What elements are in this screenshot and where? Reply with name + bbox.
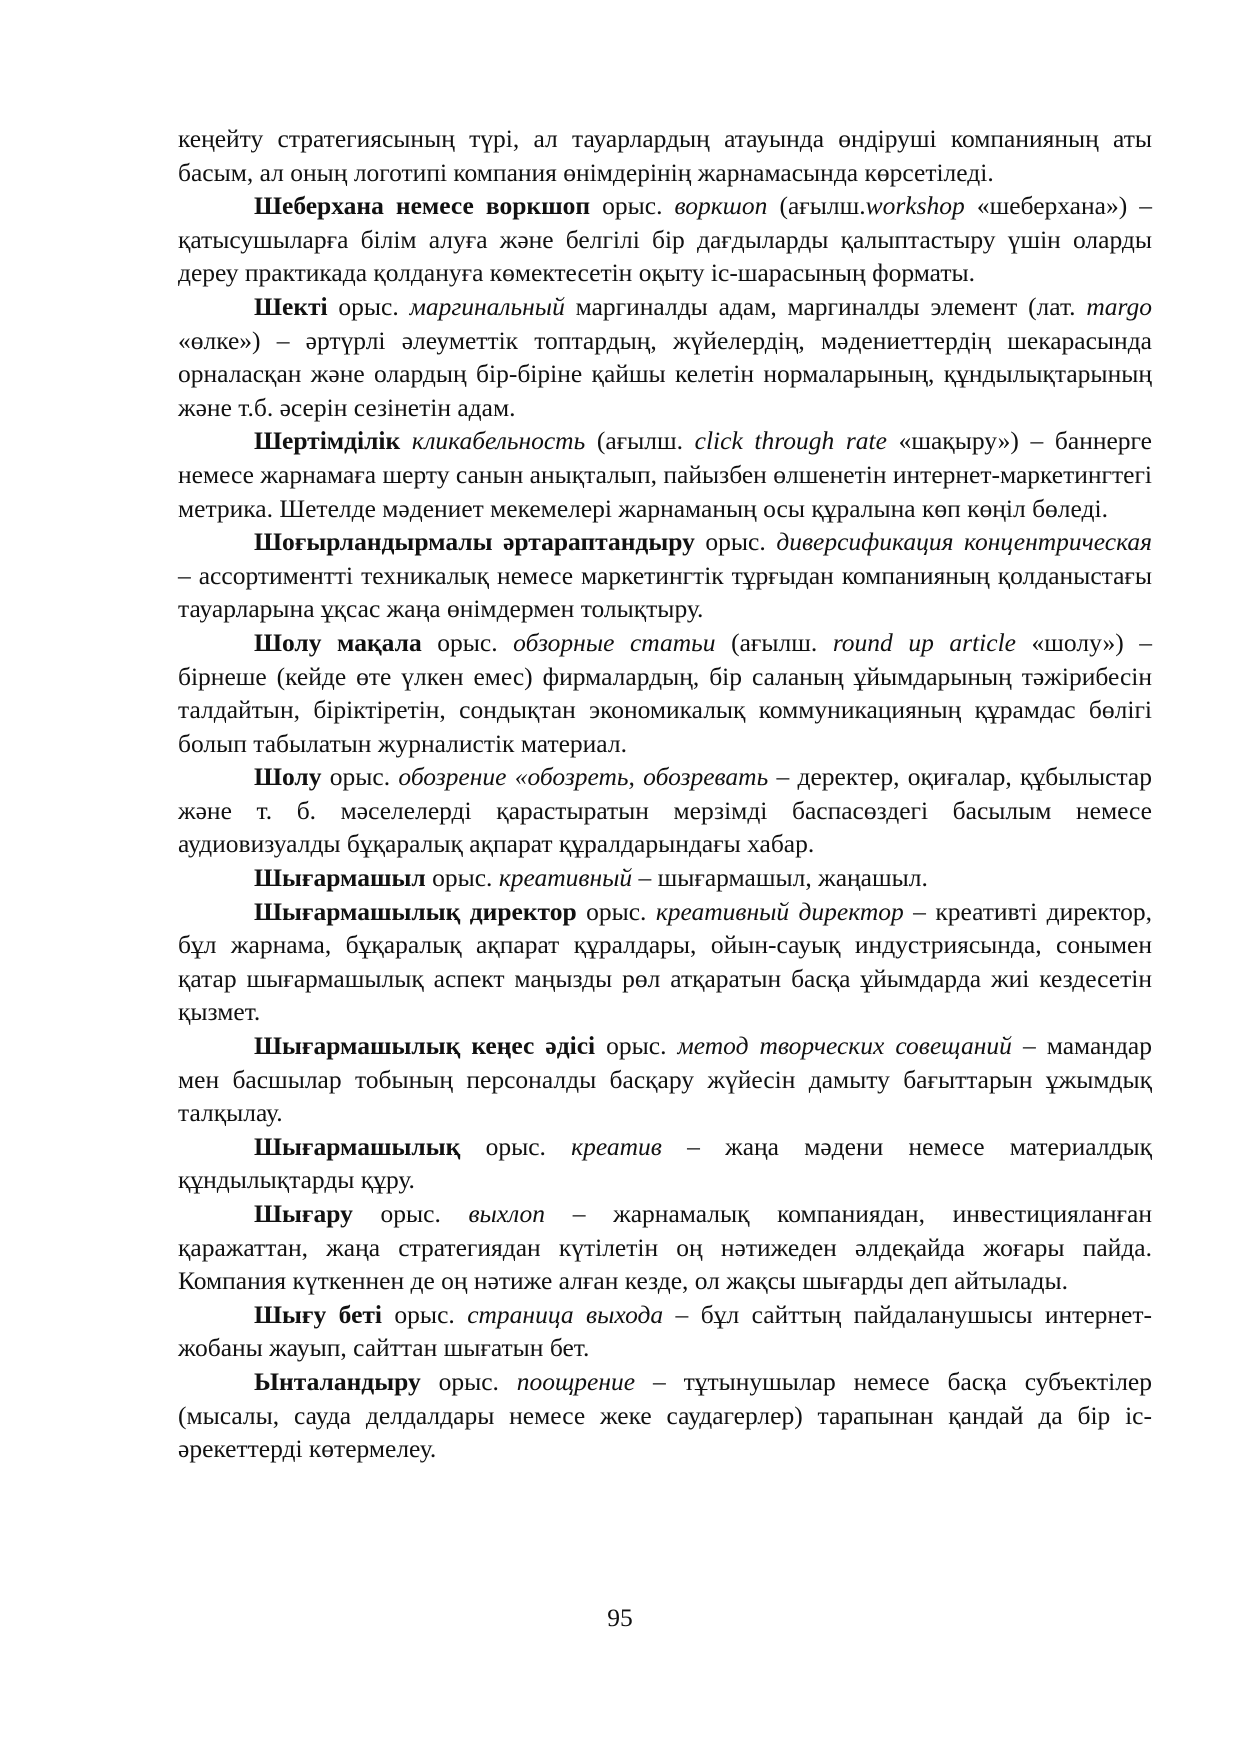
entry-pre-italic: маргиналды адам, маргиналды элемент (лат. [564, 291, 1087, 321]
page-number: 95 [607, 1603, 633, 1632]
entry-term: Шертімділік [254, 426, 401, 456]
entry-lang: орыс. [420, 1366, 517, 1396]
entry-russian: диверсификация концентрическая [776, 527, 1152, 557]
entry-text: – креативті директор, бұл жарнама, бұқаралық ақпарат құралдары, ойын-сауық индустриясында, сонымен қатар шығармашылық аспект маңызды рөл атқаратын басқа ұйымдарда жиі кездесетін қызмет. [178, 896, 1153, 1027]
entry-russian: маргинальный [409, 291, 565, 321]
entry-lang: орыс. [694, 527, 777, 557]
entry-text: – жарнамалық компаниядан, инвестицияланған қаражаттан, жаңа стратегиядан күтілетін оң нәтижеден әлдеқайда жоғары пайда. Компания күткеннен де оң нәтиже алған кезде, ол жақсы шығарды деп айтылады. [178, 1199, 1152, 1296]
entry-clickability [178, 424, 1152, 525]
entry-term: Шолу [254, 762, 322, 792]
entry-creativity [178, 1130, 1152, 1197]
entry-creative [178, 861, 1152, 895]
entry-lang: орыс. [590, 191, 675, 221]
entry-workshop [178, 189, 1152, 290]
entry-diversification [178, 525, 1152, 626]
entry-lang: орыс. [595, 1031, 678, 1061]
entry-lang: орыс. [321, 762, 399, 792]
entry-lang: орыс. [421, 627, 514, 657]
entry-creative-director [178, 895, 1152, 1029]
entry-term: Ынталандыру [254, 1366, 421, 1396]
entry-term: Шығару [254, 1199, 353, 1228]
entry-term: Шығармашылық директор [254, 896, 577, 926]
entry-lang: орыс. [382, 1299, 468, 1329]
entry-marginal [178, 290, 1152, 424]
entry-russian: креативный [498, 863, 633, 893]
entry-continuation [178, 122, 1152, 189]
entry-text: – шығармашыл, жаңашыл. [632, 863, 928, 893]
entry-lang: орыс. [352, 1199, 469, 1228]
entry-incentive [178, 1365, 1152, 1466]
entry-russian: кликабельность [411, 426, 586, 456]
entry-text: – тұтынушылар немесе басқа субъектілер (мысалы, сауда делдалдары немесе жеке саудагерлер) тарапынан қандай да бір іс-әрекеттерді көтермелеу. [178, 1366, 1153, 1464]
entry-lang: орыс. [576, 896, 656, 926]
entry-lang: орыс. [425, 863, 499, 893]
entry-foreign: round up article [832, 627, 1016, 657]
entry-term: Шығу беті [254, 1299, 383, 1329]
entry-term: Шығармашылық [254, 1131, 461, 1161]
entry-lang: орыс. [460, 1131, 572, 1161]
entry-russian: обзорные статьи [513, 627, 716, 657]
entry-pre-italic: (ағылш. [585, 426, 695, 456]
entry-russian: выхлоп [468, 1199, 546, 1228]
entry-text: кеңейту стратегиясының түрі, ал тауарлардың атауында өндіруші компанияның аты басым, ал оның логотипі компания өнімдерінің жарнамасында көрсетіледі. [178, 124, 1152, 187]
entry-russian: страница выхода [467, 1299, 664, 1329]
entry-review-article [178, 626, 1152, 760]
entry-term: Шолу мақала [254, 627, 422, 657]
entry-creative-council [178, 1029, 1152, 1130]
entry-lang [400, 426, 412, 455]
entry-text: – деректер, оқиғалар, құбылыстар және т. б. мәселелерді қарастыратын мерзімді баспасөздегі басылым немесе аудиовизуалды бұқаралық ақпарат құралдарындағы хабар. [178, 762, 1153, 859]
entry-russian: воркшоп [674, 191, 768, 221]
entry-text: – ассортиментті техникалық немесе маркетингтік тұрғыдан компанияның қолданыстағы тауарларына ұқсас жаңа өнімдермен толықтыру. [178, 560, 1152, 624]
entry-term: Шығармашылық кеңес әдісі [254, 1031, 596, 1061]
entry-text: «шеберхана») – қатысушыларға білім алуға және белгілі бір дағдыларды қалыптастыру үшін оларды дереу практикада қолдануға көмектесетін оқыту іс-шарасының форматы. [178, 191, 1152, 288]
entry-pre-italic: (ағылш. [715, 627, 833, 657]
entry-russian: креатив [571, 1131, 662, 1161]
entry-review [178, 760, 1152, 861]
entry-pre-italic: (ағылш. [767, 191, 866, 221]
entry-lang: орыс. [327, 291, 410, 321]
entry-text: «шолу») – бірнеше (кейде өте үлкен емес) фирмалардың, бір саланың ұйымдарының тәжірибесін талдайтын, біріктіретін, сондықтан экономикалық коммуникацияның құрамдас бөлігі болып табылатын журналистік материал. [178, 627, 1153, 758]
entry-text: «шақыру») – баннерге немесе жарнамаға шерту санын анықталып, пайызбен өлшенетін интернет-маркетингтегі метрика. Шетелде мәдениет мекемелері жарнаманың осы құралына көп көңіл бөледі. [178, 426, 1153, 523]
entry-russian: обозрение «обозреть, обозревать [398, 762, 769, 792]
entry-text: – жаңа мәдени немесе материалдық құндылықтарды құру. [178, 1131, 1153, 1195]
entry-term: Шеберхана немесе воркшоп [254, 191, 591, 221]
entry-foreign: click through rate [694, 426, 887, 456]
entry-text: – бұл сайттың пайдаланушысы интернет-жобаны жауып, сайттан шығатын бет. [178, 1299, 1152, 1363]
entry-exit-page [178, 1298, 1152, 1365]
entry-russian: метод творческих совещаний [677, 1031, 1012, 1061]
entry-term: Шекті [254, 291, 328, 321]
entry-foreign: workshop [865, 191, 965, 221]
entry-russian: креативный директор [655, 896, 904, 926]
entry-russian: поощрение [516, 1366, 636, 1396]
entry-term: Шоғырландырмалы әртараптандыру [254, 527, 695, 557]
entry-text: – мамандар мен басшылар тобының персоналды басқару жүйесін дамыту бағыттарын ұжымдық талқылау. [178, 1031, 1152, 1128]
glossary-page [178, 122, 1152, 1466]
entry-output [178, 1197, 1152, 1298]
entry-text: «өлке») – әртүрлі әлеуметтік топтардың, жүйелердің, мәдениеттердің шекарасында орналасқан және олардың бір-біріне қайшы келетін нормаларының, құндылықтарының және т.б. әсерін сезінетін адам. [178, 325, 1152, 422]
entry-foreign: margo [1086, 291, 1153, 321]
entry-term: Шығармашыл [254, 863, 426, 893]
